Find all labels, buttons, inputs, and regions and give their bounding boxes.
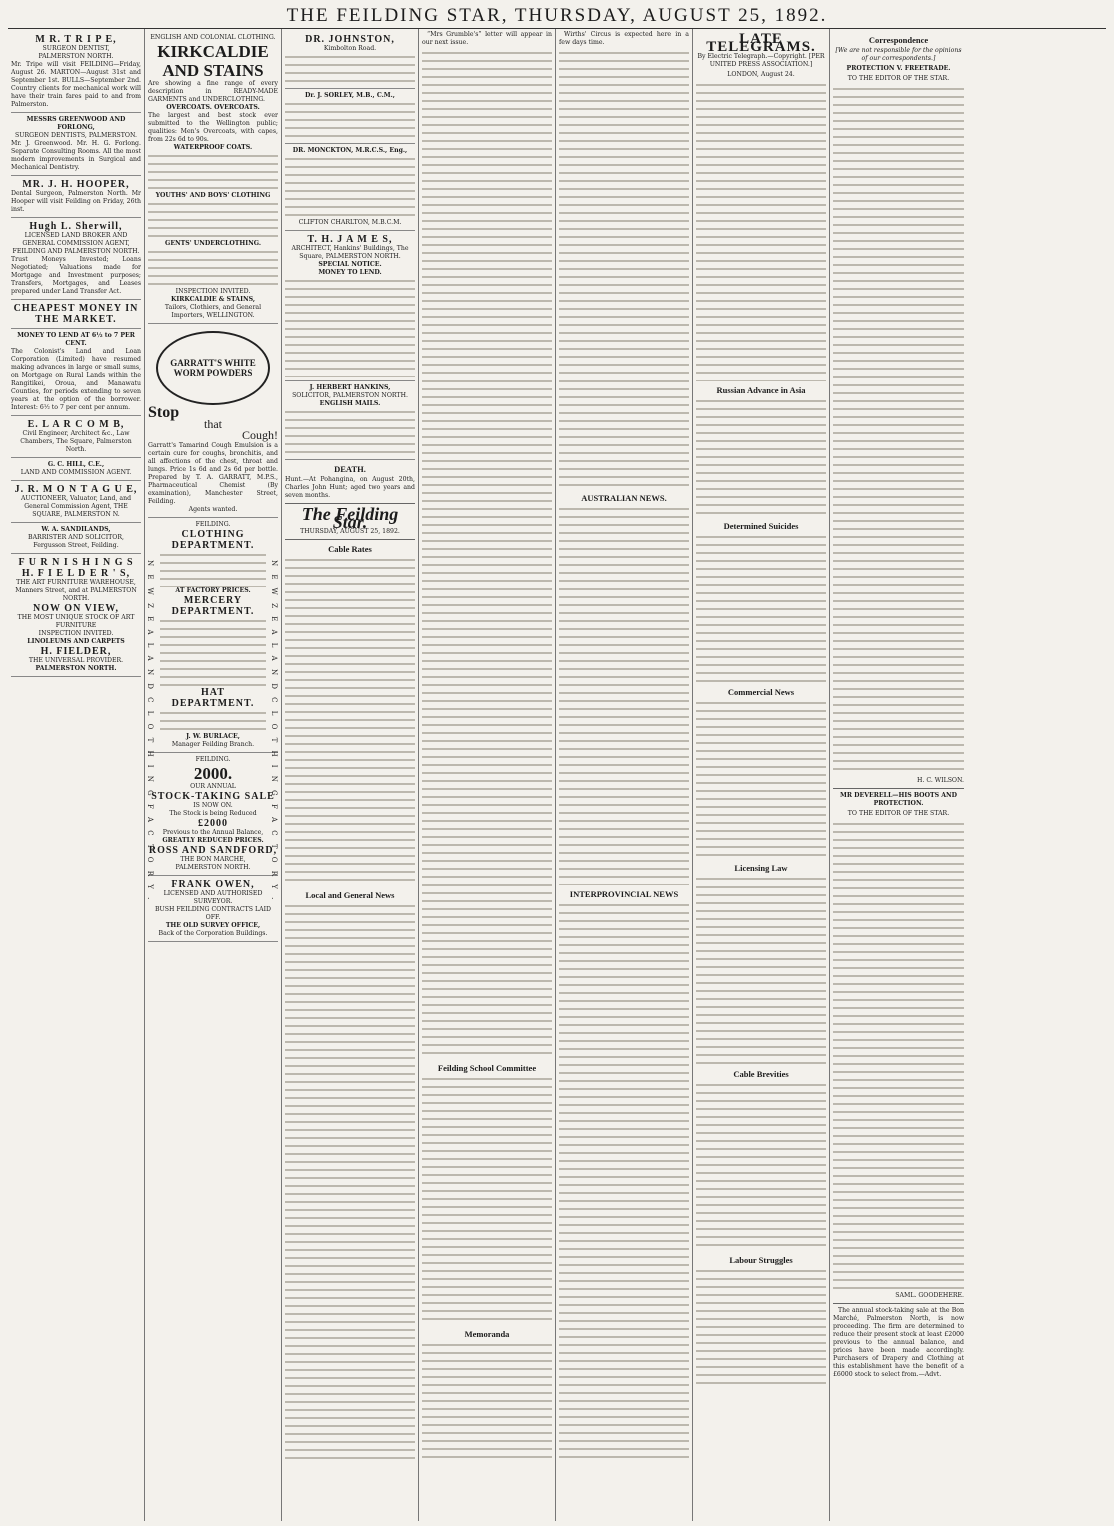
english-mails: ENGLISH MAILS. — [319, 400, 381, 407]
powders-logo: GARRATT'S WHITE WORM POWDERS — [156, 331, 270, 405]
hooper-text: Dental Surgeon, Palmerston North. Mr Hooper will visit Feilding on Friday, 26th inst. — [11, 190, 141, 213]
hill-head: G. C. HILL, C.E., — [47, 461, 105, 468]
garratt-text: Garratt's Tamarind Cough Emulsion is a certain cure for coughs, bronchitis, and all affections of the chest, throat and lungs. Price 1s 6d and 2s 6d per bottle. Prepared by T. A. GARRATT, M.P.S., Pharmaceutical Chemist (By examination), Manchester Street, Feilding. — [148, 442, 278, 505]
suicides-text — [696, 533, 826, 683]
goodhere-sign: SAML. GOODEHERE. — [895, 1292, 964, 1299]
ad-tripe — [11, 31, 141, 113]
ad-larcombe — [11, 416, 141, 458]
unique-stock: THE MOST UNIQUE STOCK OF ART FURNITURE — [17, 614, 135, 629]
hooper-head: MR. J. H. HOOPER, — [22, 179, 130, 190]
australian-news-text — [559, 505, 689, 885]
money-to-lend: MONEY TO LEND. — [318, 269, 382, 276]
school-committee-head: Feilding School Committee — [437, 1063, 537, 1073]
fielder-sub: THE ART FURNITURE WAREHOUSE, Manners Street, and at PALMERSTON NORTH. — [15, 579, 137, 602]
sandilands-head: W. A. SANDILANDS, — [41, 526, 111, 533]
tripe-text: Mr. Tripe will visit FEILDING—Friday, August 26. MARTON—August 31st and September 1st. BULLS—September 2nd. Country clients for mechanical work will have their train fares paid to and from Palmerston. — [11, 61, 141, 108]
burlace-name: J. W. BURLACE, — [186, 733, 240, 740]
ad-montague — [11, 481, 141, 523]
our-annual: OUR ANNUAL — [190, 783, 236, 790]
ad-monckton — [285, 144, 415, 231]
kirkcaldie-head: KIRKCALDIE AND STAINS — [157, 42, 269, 80]
overcoats-text: The largest and best stock ever submitted to the Wellington public; qualities: Men's Overcoats, with capes, from 22s 6d to 90s. — [148, 112, 278, 143]
mails-text — [285, 408, 415, 456]
now-on-view: NOW ON VIEW, — [32, 603, 119, 614]
ad-hankins — [285, 381, 415, 460]
star-dateline: THURSDAY, AUGUST 25, 1892. — [300, 528, 400, 535]
greenwood-sub: SURGEON DENTISTS, PALMERSTON. — [15, 132, 137, 139]
sorley-text — [285, 100, 415, 140]
closing-advert: The annual stock-taking sale at the Bon Marché, Palmerston North, is now proceeding. The firm are determined to reduce their present stock at least £2000 previous to the annual balance, and prices have been made accordingly. Purchasers of Drapery and Clothing at this establishment have the benefit of a £6000 stock to select from.—Advt. — [833, 1307, 964, 1378]
waterproof-head: WATERPROOF COATS. — [173, 144, 253, 151]
agents-wanted: Agents wanted. — [188, 506, 238, 513]
col4-intro: “Mrs Grumble's” letter will appear in our next issue. — [422, 31, 552, 46]
ad-johnston — [285, 31, 415, 89]
previous-balance: Previous to the Annual Balance, — [162, 829, 264, 836]
commercial-text — [696, 699, 826, 859]
cable-rates-head: Cable Rates — [328, 544, 372, 554]
tripe-town: PALMERSTON NORTH. — [38, 53, 114, 60]
sherwill-sub: LICENSED LAND BROKER AND GENERAL COMMISSION AGENT, FEILDING AND PALMERSTON NORTH. — [12, 232, 140, 255]
australian-news-head: AUSTRALIAN NEWS. — [581, 493, 667, 503]
stock-2000: 2000. — [193, 764, 233, 783]
ad-cheapest — [11, 300, 141, 329]
column-2 — [145, 29, 282, 1521]
that-word: that — [204, 417, 222, 431]
gents-head: GENTS' UNDERCLOTHING. — [165, 240, 261, 247]
universal-provider: THE UNIVERSAL PROVIDER. — [28, 657, 124, 664]
burlace-sub: Manager Feilding Branch. — [171, 741, 255, 748]
russian-advance-head: Russian Advance in Asia — [716, 385, 806, 395]
youths-text — [148, 200, 278, 240]
london-date: LONDON, August 24. — [727, 71, 795, 78]
is-now-on: IS NOW ON. — [193, 802, 233, 809]
suicides-head: Determined Suicides — [723, 521, 799, 531]
mercery-dept: MERCERY DEPARTMENT. — [171, 595, 255, 617]
to-editor-1: TO THE EDITOR OF THE STAR. — [847, 75, 950, 82]
interprovincial-head: INTERPROVINCIAL NEWS — [569, 889, 679, 899]
school-committee-text — [422, 1075, 552, 1325]
ad-hooper — [11, 176, 141, 218]
hat-dept: HAT DEPARTMENT. — [171, 687, 255, 709]
monckton-text — [285, 155, 415, 219]
ad-garratt — [148, 324, 278, 518]
ad-sherwill — [11, 218, 141, 300]
greatly-reduced: GREATLY REDUCED PRICES. — [162, 837, 264, 844]
column-6 — [693, 29, 830, 1521]
montague-sub: AUCTIONEER, Valuator, Land, and General Commission Agent, THE SQUARE, PALMERSTON N. — [20, 495, 132, 518]
rule — [833, 788, 964, 789]
memoranda-text — [422, 1341, 552, 1461]
bush-contracts: BUSH FEILDING CONTRACTS LAID OFF. — [155, 906, 271, 921]
johnston-text — [285, 53, 415, 85]
owen-sub: LICENSED AND AUTHORISED SURVEYOR. — [163, 890, 263, 905]
lend-head: MONEY TO LEND AT 6½ to 7 PER CENT. — [17, 332, 135, 347]
correspondence-note: [We are not responsible for the opinions of our correspondents.] — [835, 47, 962, 62]
vertical-label-right: N E W Z E A L A N D C L O T H I N G F A C T O R Y . — [270, 560, 278, 903]
star-masthead: The Feilding Star. — [301, 504, 399, 532]
mercery-text — [160, 617, 266, 687]
cable-brevities-text — [696, 1081, 826, 1251]
sherwill-text: Trust Moneys Invested; Loans Negotiated; Valuations made for Mortgage and Investment purposes; Transfers, Mortgages, and Leases prepared under Land Transfer Act. — [11, 256, 141, 295]
linoleums: LINOLEUMS AND CARPETS — [27, 638, 125, 645]
sorley-head: Dr. J. SORLEY, M.B., C.M., — [305, 92, 395, 99]
rule — [833, 1303, 964, 1304]
ad-james — [285, 231, 415, 381]
correspondence-head: Correspondence — [868, 35, 929, 45]
local-news-head: Local and General News — [305, 890, 395, 900]
late-telegrams-text — [696, 81, 826, 381]
column-5 — [556, 29, 693, 1521]
columns — [8, 29, 1106, 1521]
vertical-label-left: N E W Z E A L A N D C L O T H I N G F A C T O R Y . — [146, 560, 154, 903]
owen-name: FRANK OWEN, — [171, 879, 255, 890]
stock-feilding: FEILDING. — [195, 756, 231, 763]
col5-intro: Wirths' Circus is expected here in a few days time. — [559, 31, 689, 46]
rule — [285, 539, 415, 540]
bon-marche: THE BON MARCHE, — [180, 856, 246, 863]
commercial-head: Commercial News — [727, 687, 795, 697]
ad-hill — [11, 458, 141, 481]
kirk-sign: KIRKCALDIE & STAINS, — [170, 296, 256, 303]
protection-letter — [833, 85, 964, 775]
stop-word: Stop — [148, 404, 180, 421]
ad-owen — [148, 876, 278, 942]
deverell-head: MR DEVERELL—HIS BOOTS AND PROTECTION. — [839, 792, 958, 807]
column-1 — [8, 29, 145, 1521]
tripe-title: SURGEON DENTIST, — [42, 45, 110, 52]
johnston-sub: Kimbolton Road. — [323, 45, 377, 52]
death-text: Hunt.—At Pohangina, on August 20th, Charles John Hunt; aged two years and seven months. — [285, 476, 415, 499]
lend-text: The Colonist's Land and Loan Corporation (Limited) have resumed making advances in large or small sums, on Mortgage on Rural Lands within the Rangitikei, Oroua, and Manawatu Counties, for periods extending to seven years at the option of the borrower. Interest: 6½ to 7 per cent per annum. — [11, 348, 141, 411]
column-3 — [282, 29, 419, 1521]
fielder-head: H. F I E L D E R ' S, — [21, 568, 131, 579]
licensing-text — [696, 875, 826, 1065]
licensing-head: Licensing Law — [734, 863, 788, 873]
johnston-head: DR. JOHNSTON, — [305, 34, 395, 45]
kirkcaldie-sub: Are showing a fine range of every description in READY-MADE GARMENTS and UNDERCLOTHING. — [148, 80, 278, 103]
clothing-feilding: FEILDING. — [195, 521, 231, 528]
montague-head: J. R. M O N T A G U E, — [14, 484, 138, 495]
furnishings-head: F U R N I S H I N G S — [18, 557, 134, 568]
kirk-inspection: INSPECTION INVITED. — [175, 288, 251, 295]
ad-sorley — [285, 89, 415, 144]
interprovincial-text — [559, 901, 689, 1461]
tripe-name: M R. T R I P E, — [35, 34, 117, 45]
inspection-invited: INSPECTION INVITED. — [38, 630, 114, 637]
masthead: THE FEILDING STAR, THURSDAY, AUGUST 25, 1892. — [8, 4, 1106, 29]
old-survey: THE OLD SURVEY OFFICE, — [165, 922, 261, 929]
cheapest-head: CHEAPEST MONEY IN THE MARKET. — [13, 303, 139, 325]
column-7 — [830, 29, 967, 1521]
greenwood-text: Mr. J. Greenwood. Mr. H. G. Forlong. Separate Consulting Rooms. All the most modern improvements in Surgical and Mechanical Dentistry. — [11, 140, 141, 171]
bon-marche-town: PALMERSTON NORTH. — [175, 864, 251, 871]
column-4 — [419, 29, 556, 1521]
james-head: T. H. J A M E S, — [307, 234, 393, 245]
ad-nz-clothing — [148, 518, 278, 753]
deverell-letter — [833, 820, 964, 1290]
greenwood-head: MESSRS GREENWOOD AND FORLONG, — [26, 116, 126, 131]
larcombe-sub: Civil Engineer, Architect &c., Law Chambers, The Square, Palmerston North. — [20, 430, 132, 453]
english-clothing-head: ENGLISH AND COLONIAL CLOTHING. — [150, 34, 276, 41]
late-telegrams-sub: By Electric Telegraph.—Copyright. [PER UNITED PRESS ASSOCIATION.] — [697, 53, 825, 68]
clothing-dept-text — [160, 551, 266, 587]
old-survey-sub: Back of the Corporation Buildings. — [158, 930, 268, 937]
youths-head: YOUTHS' AND BOYS' CLOTHING — [155, 192, 271, 199]
waterproof-text — [148, 152, 278, 192]
cable-brevities-head: Cable Brevities — [733, 1069, 789, 1079]
hankins-sub: SOLICITOR, PALMERSTON NORTH. — [292, 392, 408, 399]
late-telegrams-head: LATE TELEGRAMS. — [706, 31, 816, 55]
clothing-dept: CLOTHING DEPARTMENT. — [171, 529, 255, 551]
local-news-text — [285, 902, 415, 1462]
fielder-town: PALMERSTON NORTH. — [35, 665, 117, 672]
monckton-head: DR. MONCKTON, M.R.C.S., Eng., — [292, 147, 408, 154]
fielder-name: H. FIELDER, — [40, 646, 112, 657]
sandilands-sub: BARRISTER AND SOLICITOR, Fergusson Street, Feilding. — [28, 534, 124, 549]
kirk-sign-sub: Tailors, Clothiers, and General Importers, WELLINGTON. — [164, 304, 262, 319]
to-editor-2: TO THE EDITOR OF THE STAR. — [847, 810, 950, 817]
ad-greenwood — [11, 113, 141, 176]
ad-fielder — [11, 554, 141, 677]
cough-word: Cough! — [242, 428, 278, 442]
memoranda-head: Memoranda — [464, 1329, 510, 1339]
russian-advance-text — [696, 397, 826, 517]
protection-head: PROTECTION V. FREETRADE. — [846, 65, 951, 72]
wilson-sign: H. C. WILSON. — [917, 777, 964, 784]
pounds-2000: £2000 — [198, 818, 228, 829]
labour-text — [696, 1267, 826, 1387]
ad-stocktaking — [148, 753, 278, 876]
clifton-charlton: CLIFTON CHARLTON, M.B.C.M. — [298, 219, 402, 226]
hat-text — [160, 709, 266, 733]
ad-sandilands — [11, 523, 141, 554]
hill-sub: LAND AND COMMISSION AGENT. — [20, 469, 132, 476]
overcoats-head: OVERCOATS. OVERCOATS. — [166, 104, 260, 111]
cable-rates-text — [285, 556, 415, 886]
ad-lend — [11, 329, 141, 416]
ad-kirkcaldie — [148, 31, 278, 324]
sherwill-head: Hugh L. Sherwill, — [29, 221, 123, 232]
factory-prices: AT FACTORY PRICES. — [175, 587, 251, 594]
larcombe-head: E. L A R C O M B, — [27, 419, 125, 430]
hankins-name: J. HERBERT HANKINS, — [309, 384, 391, 391]
stocktaking-sale: STOCK-TAKING SALE — [151, 791, 275, 802]
gents-text — [148, 248, 278, 288]
james-sub: ARCHITECT, Hankins' Buildings, The Square, PALMERSTON NORTH. — [291, 245, 409, 260]
james-text — [285, 277, 415, 377]
col5-text — [559, 49, 689, 489]
being-reduced: The Stock is being Reduced — [169, 810, 257, 817]
death-head: DEATH. — [334, 464, 366, 474]
labour-head: Labour Struggles — [729, 1255, 793, 1265]
col4-text — [422, 49, 552, 1059]
special-notice: SPECIAL NOTICE. — [318, 261, 382, 268]
ross-sandford: ROSS AND SANDFORD, — [148, 845, 278, 856]
